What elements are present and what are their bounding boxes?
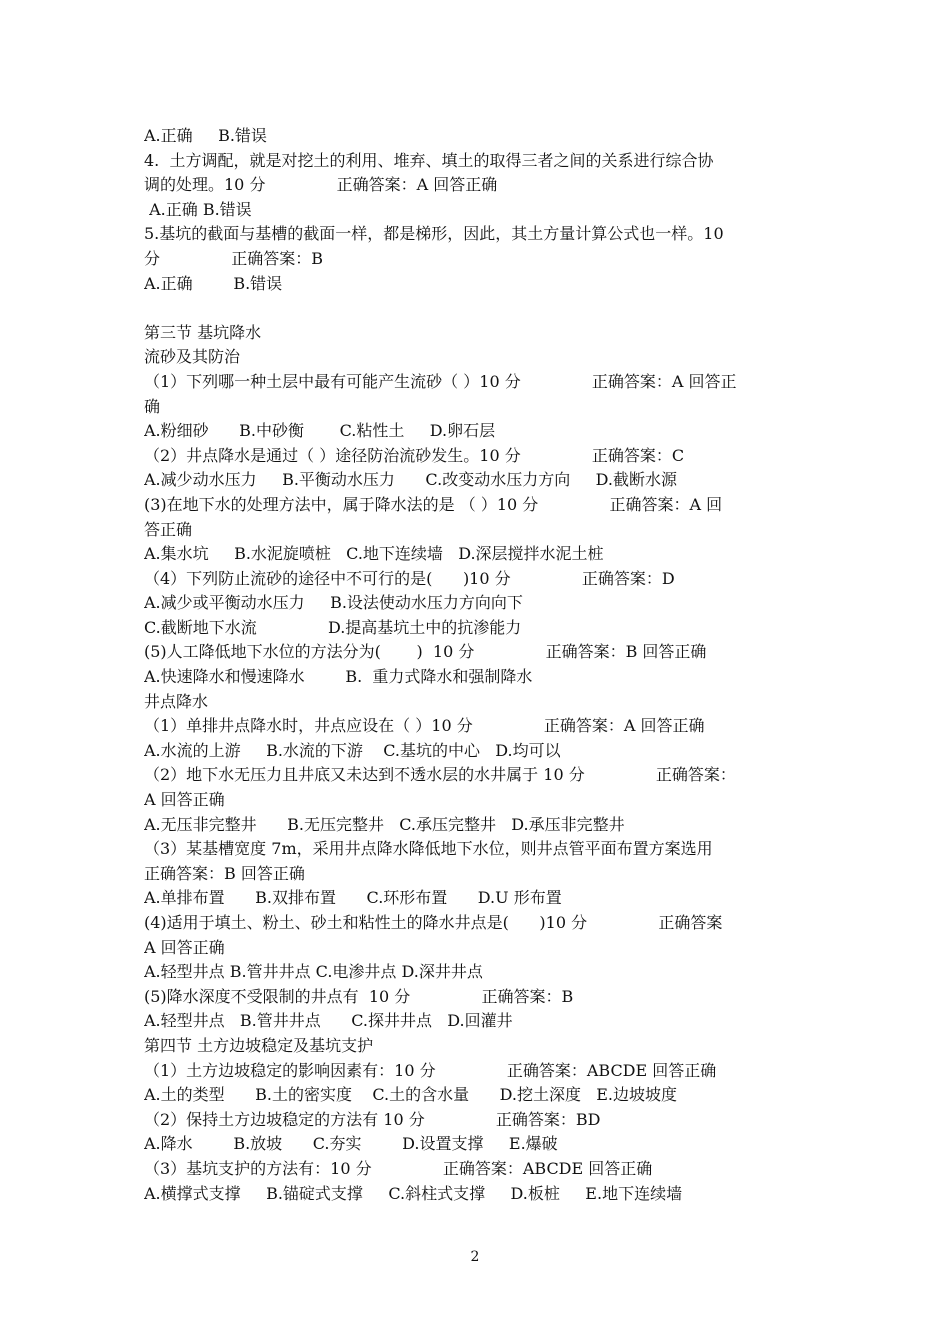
question-line: （3）某基槽宽度 7m，采用井点降水降低地下水位，则井点管平面布置方案选用 xyxy=(144,839,713,859)
subsection-heading: 井点降水 xyxy=(144,691,209,711)
question-line: 4. 土方调配，就是对挖土的利用、堆弃、填土的取得三者之间的关系进行综合协 xyxy=(144,150,714,170)
question-line: (5)降水深度不受限制的井点有 10 分 正确答案：B xyxy=(144,986,574,1006)
question-line: A 回答正确 xyxy=(144,937,225,957)
question-line: （2）地下水无压力且井底又未达到不透水层的水井属于 10 分 正确答案： xyxy=(144,765,736,785)
options-line: A.轻型井点 B.管井井点 C.探井井点 D.回灌井 xyxy=(144,1011,513,1031)
section-heading: 第三节 基坑降水 xyxy=(144,322,262,342)
options-line: A.无压非完整井 B.无压完整井 C.承压完整井 D.承压非完整井 xyxy=(144,814,625,834)
subsection-heading: 流砂及其防治 xyxy=(144,347,241,367)
question-line: (5)人工降低地下水位的方法分为( ) 10 分 正确答案：B 回答正确 xyxy=(144,642,707,662)
text-line: A.正确 B.错误 xyxy=(144,126,267,145)
question-line: （1）下列哪一种土层中最有可能产生流砂（ ）10 分 正确答案：A 回答正 xyxy=(144,371,737,391)
options-line: A.正确 B.错误 xyxy=(144,273,283,293)
question-line: 正确答案：B 回答正确 xyxy=(144,863,305,883)
page-number: 2 xyxy=(470,1249,480,1265)
question-line: 确 xyxy=(144,396,161,416)
question-line: (3)在地下水的处理方法中，属于降水法的是 （ ）10 分 正确答案：A 回 xyxy=(144,494,723,514)
question-line: （2）井点降水是通过（ ）途径防治流砂发生。10 分 正确答案：C xyxy=(144,445,685,465)
question-line: （3）基坑支护的方法有：10 分 正确答案：ABCDE 回答正确 xyxy=(144,1158,653,1178)
question-line: （1）土方边坡稳定的影响因素有：10 分 正确答案：ABCDE 回答正确 xyxy=(144,1060,717,1080)
question-line: （4）下列防止流砂的途径中不可行的是( )10 分 正确答案：D xyxy=(144,568,675,588)
options-line: A.单排布置 B.双排布置 C.环形布置 D.U 形布置 xyxy=(144,888,562,908)
options-line: C.截断地下水流 D.提高基坑土中的抗渗能力 xyxy=(144,617,522,637)
options-line: A.快速降水和慢速降水 B. 重力式降水和强制降水 xyxy=(144,667,533,687)
question-line: A 回答正确 xyxy=(144,790,225,810)
question-line: 5.基坑的截面与基槽的截面一样，都是梯形，因此，其土方量计算公式也一样。10 xyxy=(144,224,724,244)
options-line: A.正确 B.错误 xyxy=(144,199,252,219)
question-line: 调的处理。10 分 正确答案：A 回答正确 xyxy=(144,175,498,195)
question-line: 答正确 xyxy=(144,519,193,539)
options-line: A.水流的上游 B.水流的下游 C.基坑的中心 D.均可以 xyxy=(144,740,561,760)
question-line: （2）保持土方边坡稳定的方法有 10 分 正确答案：BD xyxy=(144,1109,601,1129)
options-line: A.减少或平衡动水压力 B.设法使动水压力方向向下 xyxy=(144,593,523,613)
question-line: 分 正确答案：B xyxy=(144,248,323,268)
options-line: A.土的类型 B.土的密实度 C.土的含水量 D.挖土深度 E.边坡坡度 xyxy=(144,1085,677,1105)
options-line: A.横撑式支撑 B.锚碇式支撑 C.斜柱式支撑 D.板桩 E.地下连续墙 xyxy=(144,1183,683,1203)
blank-line xyxy=(144,296,824,321)
options-line: A.集水坑 B.水泥旋喷桩 C.地下连续墙 D.深层搅拌水泥土桩 xyxy=(144,544,604,564)
options-line: A.降水 B.放坡 C.夯实 D.设置支撑 E.爆破 xyxy=(144,1134,558,1154)
question-line: （1）单排井点降水时，井点应设在（ ）10 分 正确答案：A 回答正确 xyxy=(144,716,705,736)
document-body xyxy=(144,124,824,1206)
question-line: (4)适用于填土、粉土、砂土和粘性土的降水井点是( )10 分 正确答案 xyxy=(144,913,723,932)
options-line: A.粉细砂 B.中砂衡 C.粘性土 D.卵石层 xyxy=(144,421,496,441)
options-line: A.减少动水压力 B.平衡动水压力 C.改变动水压力方向 D.截断水源 xyxy=(144,470,677,490)
section-heading: 第四节 土方边坡稳定及基坑支护 xyxy=(144,1035,374,1055)
options-line: A.轻型井点 B.管井井点 C.电渗井点 D.深井井点 xyxy=(144,962,483,982)
